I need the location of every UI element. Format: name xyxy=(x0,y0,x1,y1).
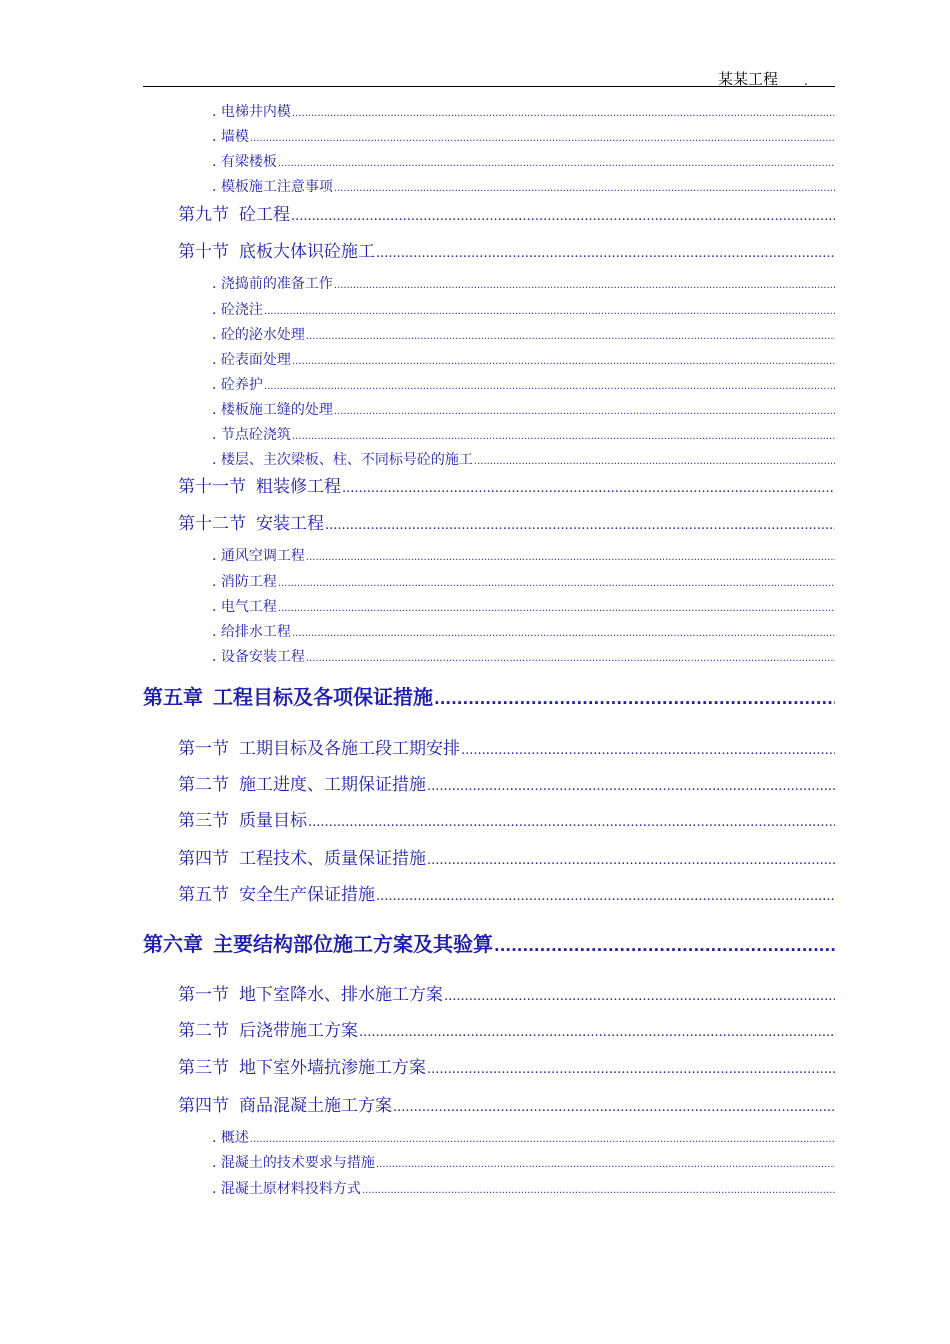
toc-dot-leader xyxy=(376,889,835,904)
toc-dot-leader xyxy=(291,209,835,224)
toc-entry-number: 第四节 xyxy=(178,1096,229,1116)
toc-subsection-entry[interactable] xyxy=(212,101,835,121)
toc-dot-leader xyxy=(325,518,835,533)
toc-dot-leader xyxy=(250,1134,835,1145)
toc-entry-title: 工程技术、质量保证措施 xyxy=(239,849,426,869)
toc-dot-leader xyxy=(362,1185,835,1196)
toc-entry-title: . 节点砼浇筑 xyxy=(212,427,291,443)
toc-entry-title: . 通风空调工程 xyxy=(212,548,305,564)
toc-dot-leader xyxy=(334,183,835,194)
toc-entry-title: 工期目标及各施工段工期安排 xyxy=(239,739,460,759)
toc-section-entry[interactable] xyxy=(178,237,835,262)
toc-entry-number: 第五节 xyxy=(178,885,229,905)
toc-section-entry[interactable] xyxy=(178,844,835,869)
toc-dot-leader xyxy=(461,743,835,758)
toc-subsection-entry[interactable] xyxy=(212,545,835,565)
toc-section-entry[interactable] xyxy=(178,734,835,759)
toc-entry-title: . 设备安装工程 xyxy=(212,649,305,665)
toc-section-entry[interactable] xyxy=(178,200,835,225)
toc-entry-title: 粗装修工程 xyxy=(256,477,341,497)
toc-section-entry[interactable] xyxy=(178,1091,835,1116)
toc-dot-leader xyxy=(427,1062,835,1077)
toc-entry-title: . 概述 xyxy=(212,1130,249,1146)
toc-subsection-entry[interactable] xyxy=(212,621,835,641)
toc-dot-leader xyxy=(494,937,835,955)
toc-entry-title: 地下室外墙抗渗施工方案 xyxy=(239,1058,426,1078)
toc-dot-leader xyxy=(292,628,835,639)
toc-subsection-entry[interactable] xyxy=(212,596,835,616)
toc-entry-number: 第三节 xyxy=(178,1058,229,1078)
toc-subsection-entry[interactable] xyxy=(212,151,835,171)
toc-entry-title: . 有梁楼板 xyxy=(212,154,277,170)
toc-dot-leader xyxy=(376,246,835,261)
toc-dot-leader xyxy=(278,603,835,614)
toc-entry-title: . 浇捣前的准备工作 xyxy=(212,276,333,292)
toc-subsection-entry[interactable] xyxy=(212,349,835,369)
toc-dot-leader xyxy=(427,779,835,794)
toc-dot-leader xyxy=(474,456,835,467)
toc-entry-title: . 楼层、主次梁板、柱、不同标号砼的施工 xyxy=(212,452,473,468)
toc-entry-number: 第一节 xyxy=(178,739,229,759)
toc-dot-leader xyxy=(334,406,835,417)
toc-dot-leader xyxy=(334,280,835,291)
toc-subsection-entry[interactable] xyxy=(212,1178,835,1198)
toc-entry-number: 第一节 xyxy=(178,985,229,1005)
toc-entry-number: 第十二节 xyxy=(178,514,246,534)
toc-entry-title: . 电气工程 xyxy=(212,599,277,615)
toc-entry-title: . 电梯井内模 xyxy=(212,104,291,120)
toc-entry-title: 施工进度、工期保证措施 xyxy=(239,775,426,795)
toc-dot-leader xyxy=(292,108,835,119)
toc-entry-number: 第二节 xyxy=(178,1021,229,1041)
toc-entry-title: 工程目标及各项保证措施 xyxy=(213,685,433,709)
toc-section-entry[interactable] xyxy=(178,806,835,831)
toc-entry-title: . 砼养护 xyxy=(212,377,263,393)
toc-entry-title: . 砼的泌水处理 xyxy=(212,327,305,343)
toc-subsection-entry[interactable] xyxy=(212,299,835,319)
toc-entry-title: 商品混凝土施工方案 xyxy=(239,1096,392,1116)
toc-subsection-entry[interactable] xyxy=(212,273,835,293)
toc-dot-leader xyxy=(306,653,835,664)
toc-entry-title: . 给排水工程 xyxy=(212,624,291,640)
toc-dot-leader xyxy=(427,853,835,868)
toc-entry-title: . 墙模 xyxy=(212,129,249,145)
toc-section-entry[interactable] xyxy=(178,1053,835,1078)
toc-dot-leader xyxy=(308,815,835,830)
toc-entry-title: . 模板施工注意事项 xyxy=(212,179,333,195)
toc-section-entry[interactable] xyxy=(178,980,835,1005)
toc-entry-title: 质量目标 xyxy=(239,811,307,831)
toc-dot-leader xyxy=(393,1100,835,1115)
toc-subsection-entry[interactable] xyxy=(212,646,835,666)
toc-section-entry[interactable] xyxy=(178,1016,835,1041)
toc-entry-title: 砼工程 xyxy=(239,205,290,225)
toc-dot-leader xyxy=(278,578,835,589)
toc-subsection-entry[interactable] xyxy=(212,126,835,146)
toc-section-entry[interactable] xyxy=(178,509,835,534)
toc-section-entry[interactable] xyxy=(178,880,835,905)
toc-section-entry[interactable] xyxy=(178,770,835,795)
toc-subsection-entry[interactable] xyxy=(212,571,835,591)
toc-entry-number: 第十节 xyxy=(178,242,229,262)
toc-entry-title: 安全生产保证措施 xyxy=(239,885,375,905)
toc-entry-number: 第三节 xyxy=(178,811,229,831)
toc-dot-leader xyxy=(444,989,835,1004)
toc-dot-leader xyxy=(342,481,835,496)
toc-dot-leader xyxy=(264,381,835,392)
toc-subsection-entry[interactable] xyxy=(212,1152,835,1172)
toc-dot-leader xyxy=(292,356,835,367)
toc-chapter-entry[interactable] xyxy=(143,928,835,957)
toc-subsection-entry[interactable] xyxy=(212,176,835,196)
toc-dot-leader xyxy=(306,331,835,342)
toc-dot-leader xyxy=(264,306,835,317)
toc-entry-title: 底板大体识砼施工 xyxy=(239,242,375,262)
header-mark: . xyxy=(804,74,808,88)
header-title: 某某工程 xyxy=(718,70,779,88)
toc-chapter-entry[interactable] xyxy=(143,681,835,710)
toc-dot-leader xyxy=(359,1025,835,1040)
toc-subsection-entry[interactable] xyxy=(212,1127,835,1147)
toc-dot-leader xyxy=(278,158,835,169)
toc-dot-leader xyxy=(250,133,835,144)
toc-entry-title: . 混凝土原材料投料方式 xyxy=(212,1181,361,1197)
toc-entry-number: 第九节 xyxy=(178,205,229,225)
toc-entry-number: 第十一节 xyxy=(178,477,246,497)
toc-entry-title: 安装工程 xyxy=(256,514,324,534)
toc-entry-title: . 砼表面处理 xyxy=(212,352,291,368)
toc-dot-leader xyxy=(434,690,835,708)
toc-entry-title: 地下室降水、排水施工方案 xyxy=(239,985,443,1005)
toc-entry-title: . 混凝土的技术要求与措施 xyxy=(212,1155,375,1171)
toc-dot-leader xyxy=(306,552,835,563)
toc-entry-number: 第五章 xyxy=(143,685,203,709)
toc-subsection-entry[interactable] xyxy=(212,424,835,444)
toc-subsection-entry[interactable] xyxy=(212,449,835,469)
toc-dot-leader xyxy=(376,1159,835,1170)
toc-entry-title: . 砼浇注 xyxy=(212,302,263,318)
toc-entry-number: 第四节 xyxy=(178,849,229,869)
toc-dot-leader xyxy=(292,431,835,442)
toc-section-entry[interactable] xyxy=(178,472,835,497)
toc-entry-number: 第六章 xyxy=(143,932,203,956)
toc-subsection-entry[interactable] xyxy=(212,324,835,344)
toc-subsection-entry[interactable] xyxy=(212,399,835,419)
toc-entry-title: 主要结构部位施工方案及其验算 xyxy=(213,932,493,956)
toc-entry-title: . 楼板施工缝的处理 xyxy=(212,402,333,418)
toc-entry-number: 第二节 xyxy=(178,775,229,795)
toc-entry-title: 后浇带施工方案 xyxy=(239,1021,358,1041)
toc-subsection-entry[interactable] xyxy=(212,374,835,394)
toc-entry-title: . 消防工程 xyxy=(212,574,277,590)
